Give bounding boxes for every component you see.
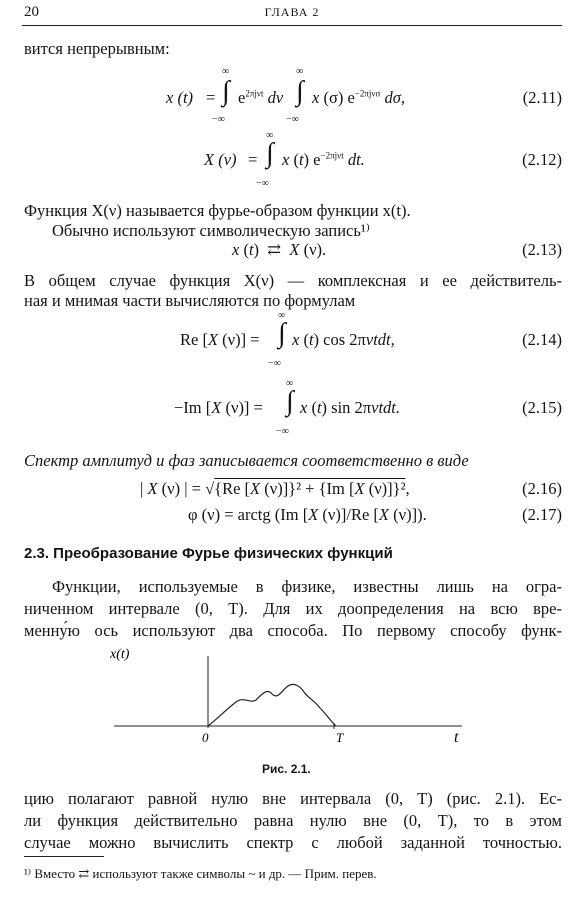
paragraph-fourier-image: Функция X(ν) называется фурье-образом функции x(t). [24, 201, 411, 220]
paragraph-section-line-2: ниченном интервале (0, T). Для их доопределения на всю вре- [24, 599, 562, 618]
running-head: ГЛАВА 2 [264, 5, 320, 19]
equation-2-17: φ (ν) = arctg (Im [X (ν)]/Re [X (ν)]). [188, 505, 427, 524]
equation-number: (2.15) [522, 398, 562, 417]
paragraph-after-line-1: цию полагают равной нулю вне интервала (0, T) (рис. 2.1). Ес- [24, 789, 562, 808]
figure-2-1 [110, 644, 470, 748]
equation-2-14: Re [X (ν)] = ∞ ∫ −∞ x (t) cos 2πνtdt, [180, 310, 395, 369]
paragraph-general-line-1: В общем случае функция X(ν) — комплексная и ее действитель- [24, 271, 562, 290]
equation-2-12: X (ν) = ∞ ∫ −∞ x (t) $e^{-2\pi j\nu t}$ dt. [204, 130, 365, 189]
paragraph-spectrum: Спектр амплитуд и фаз записывается соответственно в виде [24, 451, 469, 470]
tick-zero-label: 0 [202, 730, 209, 745]
paragraph-symbolic: Обычно используют символическую запись¹⁾ [52, 221, 370, 240]
header-rule [22, 25, 562, 26]
equation-number: (2.14) [522, 330, 562, 349]
equation-number: (2.17) [522, 505, 562, 524]
footnote-rule [24, 856, 104, 857]
equation-2-13: x (t) ⇄ X (ν). [232, 240, 327, 259]
intro-text: вится непрерывным: [24, 39, 170, 58]
paragraph-section-line-1: Функции, используемые в физике, известны лишь на огра- [52, 577, 562, 596]
figure-caption: Рис. 2.1. [262, 762, 311, 776]
equation-2-11: x (t) = ∞ ∫ −∞ $e^{2\pi j\nu t}$ dν ∞ ∫ −∞ x (σ) $e^{-2\pi j\nu\sigma}$ dσ, [166, 66, 405, 125]
signal-curve [208, 684, 336, 726]
equation-number: (2.16) [522, 479, 562, 498]
equation-number: (2.13) [522, 240, 562, 259]
x-axis-label: t [454, 729, 459, 746]
equation-2-16: | X (ν) | = √{Re [X (ν)]}² + {Im [X (ν)]}², [140, 479, 410, 498]
equation-2-15: −Im [X (ν)] = ∞ ∫ −∞ x (t) sin 2πνtdt. [174, 378, 401, 437]
equation-number: (2.12) [522, 150, 562, 169]
paragraph-section-line-3: менну́ю ось используют два способа. По первому способу функ- [24, 621, 562, 640]
tick-T-label: T [336, 730, 344, 745]
equation-number: (2.11) [522, 88, 562, 107]
footnote: ¹⁾ Вместо ⇄ используют также символы ~ и др. — Прим. перев. [24, 866, 377, 881]
page-number: 20 [24, 4, 39, 20]
paragraph-after-line-2: ли функция действительно равна нулю вне (0, T), то в этом [24, 811, 562, 830]
y-axis-label: x(t) [110, 647, 130, 662]
paragraph-general-line-2: ная и мнимая части вычисляются по формулам [24, 291, 356, 310]
section-heading: 2.3. Преобразование Фурье физических функций [24, 545, 393, 562]
paragraph-after-line-3: случае можно вычислить спектр с любой заданной точностью. [24, 833, 562, 852]
